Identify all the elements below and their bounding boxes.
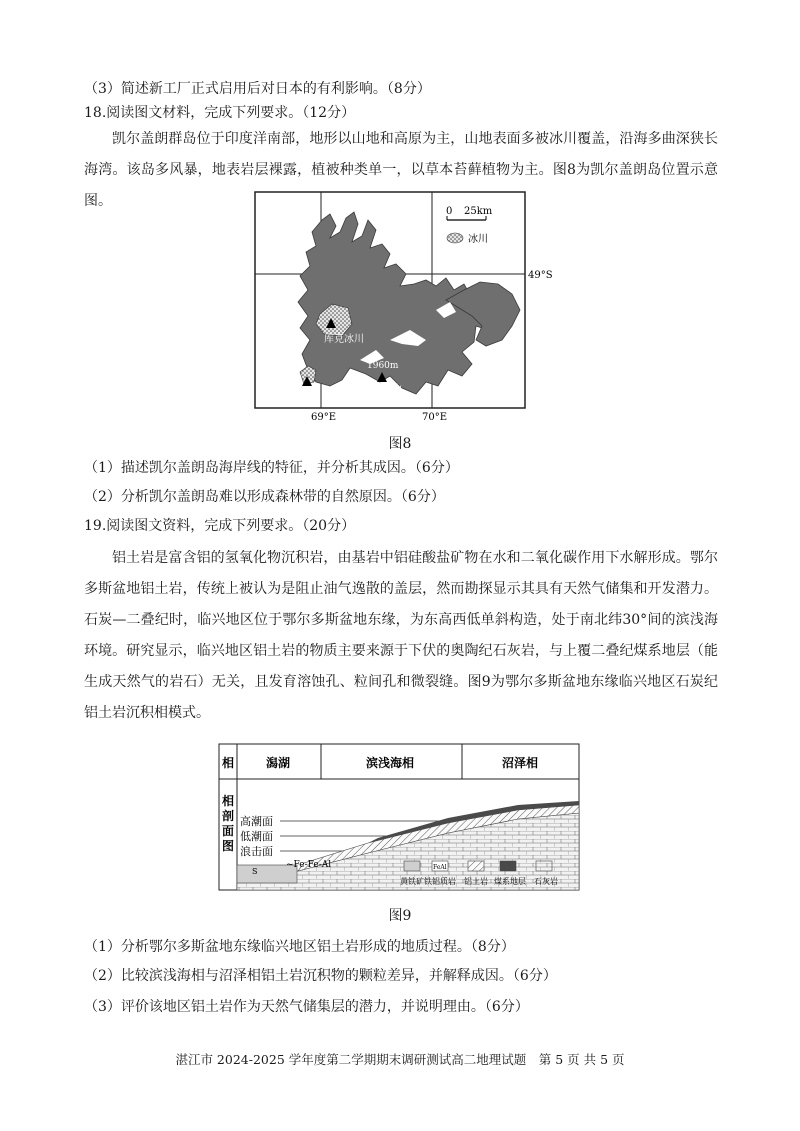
fig9-level-low-tide: 低潮面 (240, 830, 273, 843)
q18-part1: （1）描述凯尔盖朗岛海岸线的特征，并分析其成因。（6分） (84, 460, 459, 476)
figure-9-facies-model (218, 743, 580, 893)
legend-coal-label: 煤系地层 (494, 877, 526, 886)
legend-pyrite-swatch (404, 861, 420, 871)
fig9-header-label: 相 (222, 756, 235, 770)
q19-part2: （2）比较滨浅海相与沼泽相铝土岩沉积物的颗粒差异，并解释成因。（6分） (84, 968, 557, 984)
q19-title: 19.阅读图文资料，完成下列要求。（20分） (84, 518, 356, 534)
legend-fe-al-label: 铁铝质岩 (424, 877, 456, 886)
glacier-name-label: 库克冰川 (324, 334, 364, 345)
figure-8-map (250, 190, 570, 425)
legend-limestone-swatch (536, 861, 552, 871)
page-footer: 湛江市 2024-2025 学年度第二学期期末调研测试高二地理试题 第 5 页 共 5 页 (175, 1052, 625, 1067)
q19-material: 铝土岩是富含铝的氢氧化物沉积岩，由基岩中铝硅酸盐矿物在水和二氧化碳作用下水解形成。鄂尔多斯盆地铝土岩，传统上被认为是阻止油气逸散的盖层，然而勘探显示其具有天然气储集和开发潜力。石炭—二叠纪时，临兴地区位于鄂尔多斯盆地东缘，为东高西低单斜构造，处于南北纬30°间的滨浅海环境。研究显示，临兴地区铝土岩的物质主要来源于下伏的奥陶纪石灰岩，与上覆二叠纪煤系地层（能生成天然气的岩石）无关，且发育溶蚀孔、粒间孔和微裂缝。图9为鄂尔多斯盆地东缘临兴地区石炭纪铝土岩沉积相模式。 (84, 550, 718, 721)
legend-coal-swatch (500, 861, 516, 871)
q17-part3: （3）简述新工厂正式启用后对日本的有利影响。（8分） (84, 81, 431, 97)
lon-69e-label: 69°E (311, 412, 337, 423)
peak-name-label: 罗斯山 (372, 384, 402, 395)
fig9-symbol-s: S (252, 867, 258, 876)
legend-glacier-swatch (447, 233, 463, 243)
fig9-profile-label-char: 剖 (222, 809, 235, 823)
q19-part3: （3）评价该地区铝土岩作为天然气储集层的潜力，并说明理由。（6分） (84, 999, 529, 1015)
fig9-facies-lagoon: 潟湖 (266, 756, 291, 770)
q19-part1: （1）分析鄂尔多斯盆地东缘临兴地区铝土岩形成的地质过程。（8分） (84, 939, 515, 955)
legend-bauxite-label: 铝土岩 (464, 877, 488, 886)
peak-elevation-label: 1960m (367, 361, 399, 371)
lat-49s-label: 49°S (528, 270, 553, 281)
legend-fe-al-symbol: FeAl (433, 864, 447, 871)
figure-9-caption: 图9 (388, 908, 412, 924)
q18-material: 凯尔盖朗群岛位于印度洋南部，地形以山地和高原为主，山地表面多被冰川覆盖，沿海多曲深狭长海湾。该岛多风暴，地表岩层裸露，植被种类单一，以草本苔藓植物为主。图8为凯尔盖朗岛位置示意图。 (84, 131, 718, 209)
fig9-facies-shallow-sea: 滨浅海相 (366, 756, 415, 770)
scale-zero-label: 0 (446, 206, 453, 217)
fig9-facies-swamp: 沼泽相 (502, 756, 539, 770)
fig9-profile-label-char: 图 (222, 839, 235, 853)
lon-70e-label: 70°E (422, 412, 448, 423)
q18-title: 18.阅读图文材料，完成下列要求。（12分） (84, 105, 356, 121)
q18-part2: （2）分析凯尔盖朗岛难以形成森林带的自然原因。（6分） (84, 489, 445, 505)
legend-pyrite-label: 黄铁矿 (400, 877, 424, 886)
fig9-level-wave-base: 浪击面 (240, 845, 273, 858)
fig9-profile-label-char: 相 (222, 794, 235, 808)
fig9-profile-label-char: 面 (222, 824, 235, 838)
legend-bauxite-swatch (468, 861, 484, 871)
fig9-symbol-fe-al: ~Fe-Fe-Al (286, 860, 332, 870)
legend-glacier-label: 冰川 (468, 234, 488, 245)
fig9-level-high-tide: 高潮面 (240, 815, 273, 828)
scale-km-label: 25km (464, 206, 493, 217)
figure-8-caption: 图8 (388, 436, 412, 452)
legend-limestone-label: 石灰岩 (534, 877, 558, 886)
